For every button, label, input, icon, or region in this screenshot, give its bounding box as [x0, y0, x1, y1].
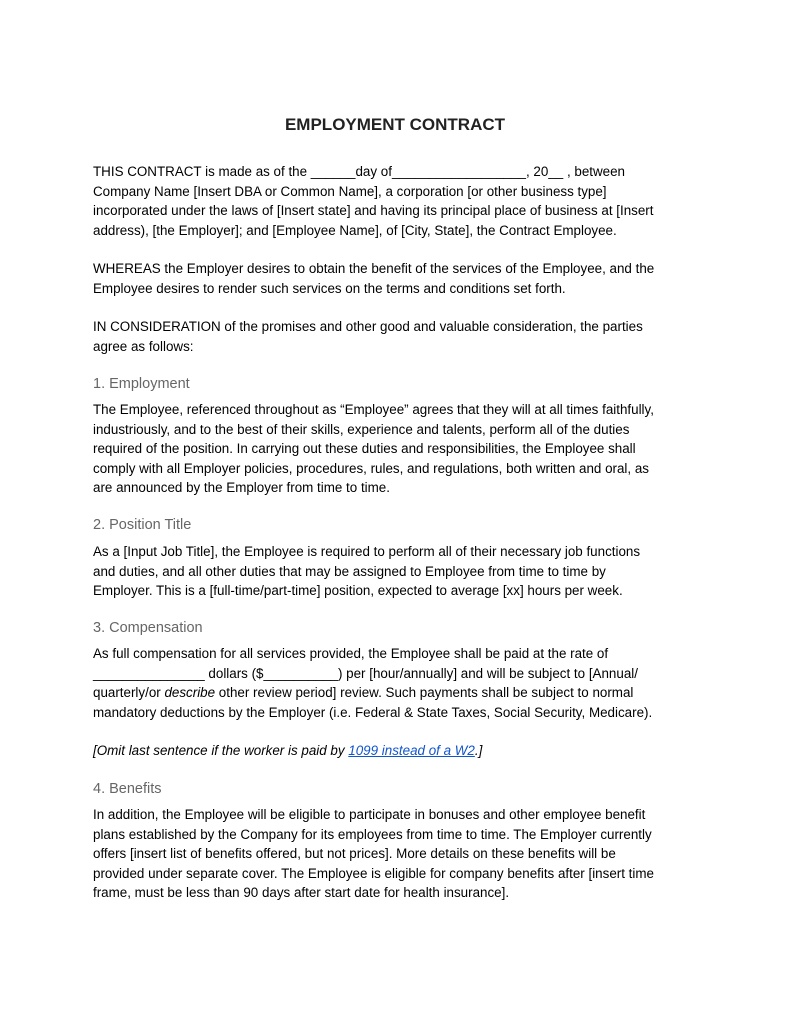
note-text: [Omit last sentence if the worker is paid by [93, 743, 349, 758]
section-heading-compensation: 3. Compensation [93, 620, 203, 636]
intro-line: address), [the Employer]; and [Employee Name], of [City, State], the Contract Employee. [93, 222, 617, 238]
section-line: offers [insert list of benefits offered, but not prices]. More details on these benefits will be [93, 846, 616, 861]
section-line: As full compensation for all services provided, the Employee shall be paid at the rate of [93, 646, 609, 661]
consideration-line: agree as follows: [93, 338, 194, 354]
section-heading-employment: 1. Employment [93, 376, 190, 392]
section-line: provided under separate cover. The Employee is eligible for company benefits after [insert time [93, 865, 654, 881]
line-text: other review period] review. Such payments shall be subject to normal [215, 685, 634, 700]
w2-link[interactable]: 1099 instead of a W2 [348, 743, 475, 758]
compensation-note [93, 741, 703, 761]
whereas-line: Employee desires to render such services on the terms and conditions set forth. [93, 280, 566, 296]
intro-line: THIS CONTRACT is made as of the ______day of__________________, 20__ , between [93, 164, 626, 179]
document-title: EMPLOYMENT CONTRACT [284, 115, 506, 134]
section-line: mandatory deductions by the Employer (i.e. Federal & State Taxes, Social Security, Medicare). [93, 704, 653, 720]
section-line: comply with all Employer policies, procedures, rules, and regulations, both written and oral, as [93, 460, 649, 476]
section-line: _______________ dollars ($__________) per [hour/annually] and will be subject to [Annual/ [93, 665, 638, 681]
section-line: and duties, and all other duties that may be assigned to Employee from time to time by [93, 563, 606, 579]
section-line: In addition, the Employee will be eligible to participate in bonuses and other employee benefit [93, 807, 646, 822]
section-heading-benefits: 4. Benefits [93, 781, 162, 797]
note-line [93, 741, 703, 761]
section-line: frame, must be less than 90 days after start date for health insurance]. [93, 885, 510, 900]
section-line [93, 683, 703, 703]
section-line: plans established by the Company for its employees from time to time. The Employer currently [93, 826, 652, 842]
intro-paragraph [93, 162, 703, 240]
section-body-benefits [93, 805, 703, 903]
section-line: Employer. This is a [full-time/part-time] position, expected to average [xx] hours per week. [93, 583, 623, 598]
intro-line: Company Name [Insert DBA or Common Name], a corporation [or other business type] [93, 183, 607, 199]
section-line: required of the position. In carrying out these duties and responsibilities, the Employee shall [93, 441, 636, 456]
line-text: quarterly/or [93, 685, 165, 700]
section-heading-position-title: 2. Position Title [93, 517, 192, 533]
section-body-position-title [93, 542, 703, 601]
section-line: industriously, and to the best of their skills, experience and talents, perform all of the duties [93, 421, 630, 437]
whereas-paragraph [93, 259, 703, 298]
section-line: The Employee, referenced throughout as “Employee” agrees that they will at all times faithfully, [93, 402, 654, 417]
consideration-line: IN CONSIDERATION of the promises and other good and valuable consideration, the parties [93, 319, 643, 334]
section-line: As a [Input Job Title], the Employee is required to perform all of their necessary job functions [93, 544, 641, 559]
section-body-employment [93, 400, 703, 498]
consideration-paragraph [93, 317, 703, 356]
whereas-line: WHEREAS the Employer desires to obtain the benefit of the services of the Employee, and the [93, 261, 655, 276]
note-text: .] [474, 743, 483, 758]
section-body-compensation [93, 644, 703, 722]
section-line: are announced by the Employer from time to time. [93, 480, 390, 495]
italic-word: describe [164, 685, 216, 700]
intro-line: incorporated under the laws of [Insert state] and having its principal place of business at [Insert [93, 203, 654, 218]
